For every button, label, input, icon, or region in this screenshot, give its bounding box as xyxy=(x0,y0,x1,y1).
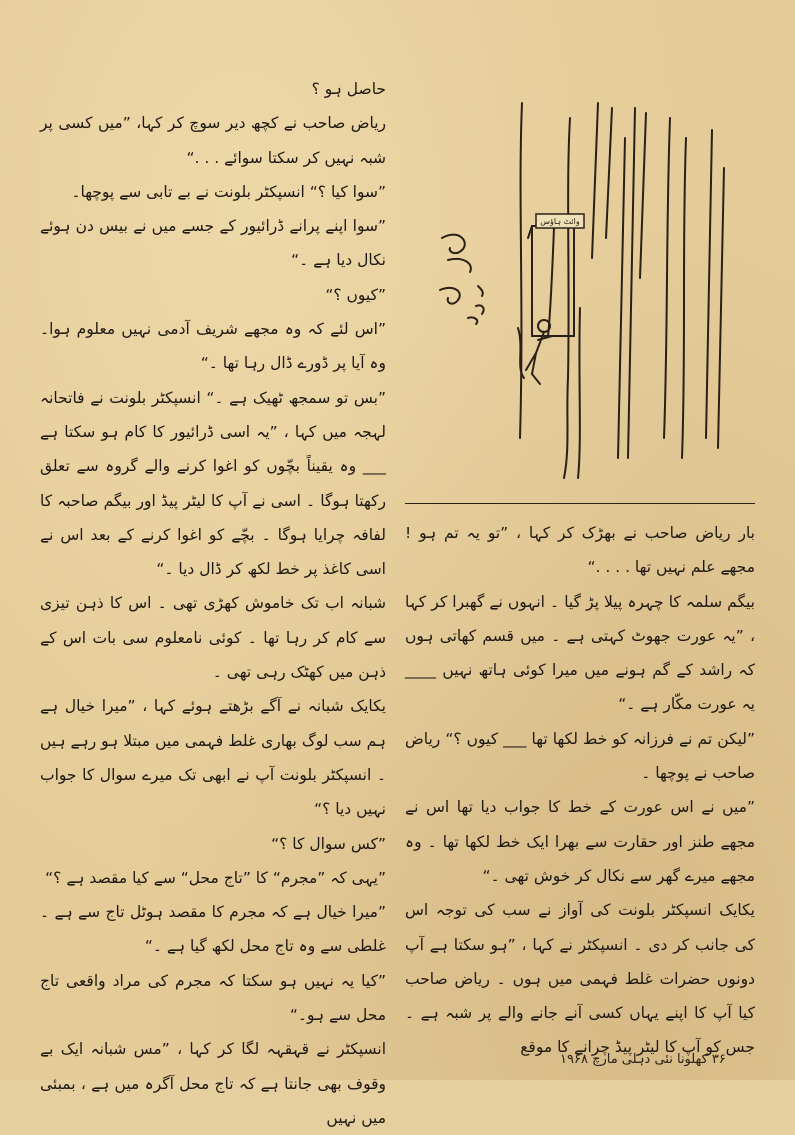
left-text-column xyxy=(405,516,755,1065)
paragraph: بار ریاض صاحب نے بھڑک کر کہا ، ”تو یہ تم ہو ! مجھے علم نہیں تھا . . . .“ xyxy=(405,524,755,577)
building-sign: وائٹ ہاؤس xyxy=(540,217,580,226)
paragraph: ”لیکن تم نے فرزانہ کو خط لکھا تھا ___ کیوں ؟“ ریاض صاحب نے پوچھا ۔ xyxy=(405,729,755,783)
story-illustration xyxy=(420,78,770,488)
paragraph: یکایک شبانہ نے آگے بڑھتے ہوئے کہا ، ”میرا خیال ہے ہم سب لوگ بھاری غلط فہمی میں مبتلا ہو رہے ہیں ۔ انسپکٹر بلونت آپ نے ابھی تک میرے سوال کا جواب نہیں دیا ؟“ xyxy=(40,697,386,819)
paragraph: ”کیا یہ نہیں ہو سکتا کہ مجرم کی مراد واقعی تاج محل سے ہو۔“ xyxy=(40,971,386,1025)
right-text-column xyxy=(40,72,386,1135)
paragraph: ”بس تو سمجھ ٹھیک ہے ۔“ انسپکٹر بلونت نے فاتحانہ لہجہ میں کہا ، ”یہ اسی ڈرائیور کا کام ہو سکتا ہے ___ وہ یقیناً بچّوں کو اغوا کرنے والے گروہ سے تعلق رکھتا ہوگا ۔ اسی نے آپ کا لیٹر پیڈ اور بیگم صاحبہ کا لفافہ چرایا ہوگا ۔ بچّے کو اغوا کرنے کے بعد اس نے اسی کاغذ پر خط لکھ کر ڈال دیا ۔“ xyxy=(40,388,386,579)
paragraph: ”کیوں ؟“ xyxy=(325,285,386,304)
paragraph: ”کس سوال کا ؟“ xyxy=(271,834,386,853)
paragraph: شبانہ اب تک خاموش کھڑی تھی ۔ اس کا ذہن تیزی سے کام کر رہا تھا ۔ کوئی نامعلوم سی بات اس کے ذہن میں کھٹک رہی تھی ۔ xyxy=(40,594,386,682)
section-divider xyxy=(405,503,755,504)
building-climber-drawing xyxy=(420,78,770,488)
paragraph: ”اس لئے کہ وہ مجھے شریف آدمی نہیں معلوم ہوا۔ وہ آیا پر ڈورے ڈال رہا تھا ۔“ xyxy=(40,320,386,373)
page-footer: ۳۶ کھلونا نئی دہلی مارچ ۱۹۶۸ xyxy=(560,1052,726,1067)
paragraph: ریاض صاحب نے کچھ دیر سوچ کر کہا، ”میں کسی پر شبہ نہیں کر سکتا سوائے . . .“ xyxy=(40,114,386,167)
paragraph: ”یہی کہ ”مجرم“ کا ”تاج محل“ سے کیا مقصد ہے ؟“ xyxy=(45,868,386,887)
paragraph: ”میں نے اس عورت کے خط کا جواب دیا تھا اس نے مجھے طنز اور حقارت سے بھرا ایک خط لکھا تھا ۔ وہ مجھے میرے گھر سے نکال کر خوش تھی ۔“ xyxy=(405,798,755,885)
paragraph: حاصل ہو ؟ xyxy=(311,80,386,98)
paragraph: انسپکٹر نے قہقہہ لگا کر کہا ، ”مس شبانہ ایک بے وقوف بھی جانتا ہے کہ تاج محل آگرہ میں ہے ، بمبئی میں نہیں xyxy=(40,1040,386,1127)
paragraph: ”سوا اپنے پرانے ڈرائیور کے جسے میں نے بیس دن ہوئے نکال دیا ہے ۔“ xyxy=(40,217,386,270)
paragraph: بیگم سلمہ کا چہرہ پیلا پڑ گیا ۔ انہوں نے گھبرا کر کہا ، ”یہ عورت جھوٹ کہتی ہے ۔ میں قسم کھاتی ہوں کہ راشد کے گم ہونے میں میرا کوئی ہاتھ نہیں ____ یہ عورت مکّار ہے ۔“ xyxy=(405,592,755,714)
paragraph: یکایک انسپکٹر بلونت کی آواز نے سب کی توجہ اس کی جانب کر دی ۔ انسپکٹر نے کہا ، ”ہو سکتا ہے آپ دونوں حضرات غلط فہمی میں ہوں ۔ ریاض صاحب کیا آپ کا اپنے یہاں کسی آنے جانے والے پر شبہ ہے ۔ جس کو آپ کا لیٹر پیڈ چرانے کا موقع xyxy=(405,901,755,1057)
paragraph: ”سوا کیا ؟“ انسپکٹر بلونت نے بے تابی سے پوچھا۔ xyxy=(71,182,386,201)
paragraph: ”میرا خیال ہے کہ مجرم کا مقصد ہوٹل تاج سے ہے ۔ غلطی سے وہ تاج محل لکھ گیا ہے ۔“ xyxy=(40,903,386,956)
